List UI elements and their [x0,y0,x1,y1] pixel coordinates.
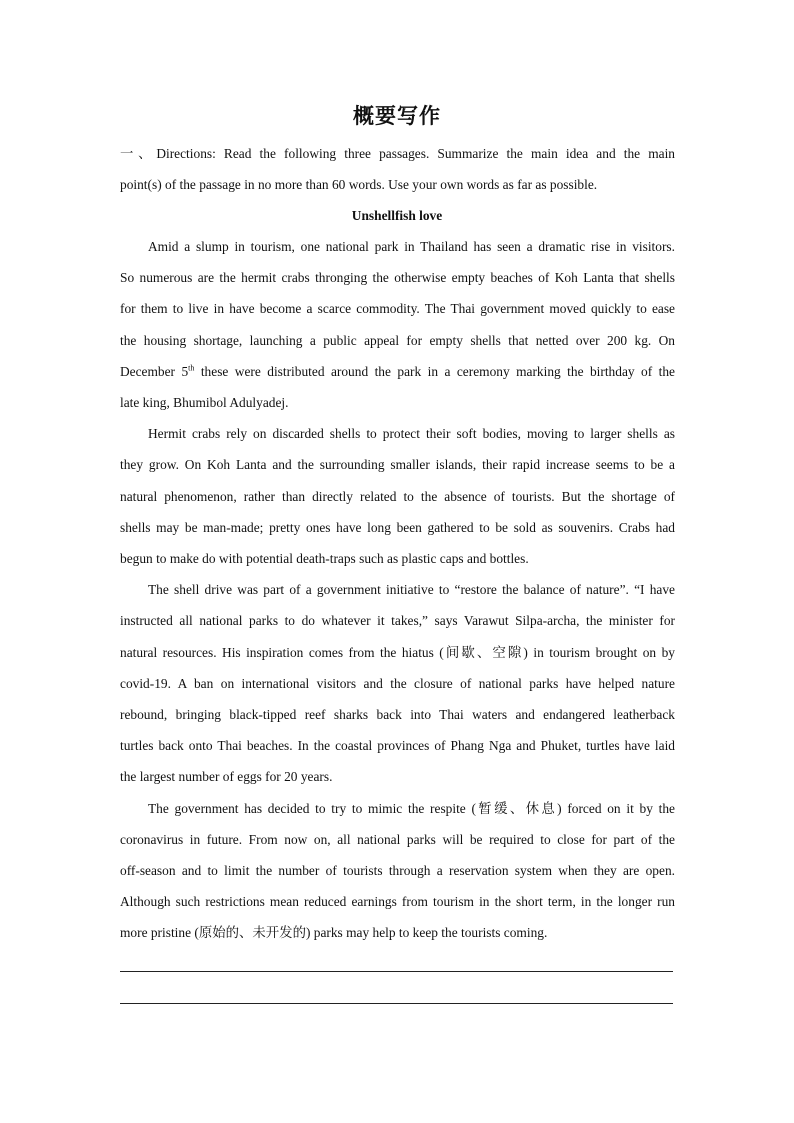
paragraph-line: natural phenomenon, rather than directly related to the absence of tourists. But the shortage of [120,488,675,504]
paragraph-line: off-season and to limit the number of tourists through a reservation system when they are open. [120,863,675,879]
answer-line [120,1003,673,1004]
paragraph [120,418,675,574]
paragraph-line: instructed all national parks to do whatever it takes,” says Varawut Silpa-archa, the minister for [120,613,675,629]
paragraph-line [120,356,675,387]
paragraph-line: turtles back onto Thai beaches. In the coastal provinces of Phang Nga and Phuket, turtles have laid [120,738,675,754]
paragraph-line: for them to live in have become a scarce commodity. The Thai government moved quickly to ease [120,301,675,317]
date-text: December 5 [120,363,189,379]
paragraph-line: Although such restrictions mean reduced earnings from tourism in the short term, in the longer run [120,894,675,910]
date-line-rest: these were distributed around the park in a ceremony marking the birthday of the [194,363,675,379]
directions-line: point(s) of the passage in no more than 60 words. Use your own words as far as possible. [120,177,598,193]
paragraph-line: Amid a slump in tourism, one national park in Thailand has seen a dramatic rise in visitors. [148,239,675,254]
paragraph-line: the housing shortage, launching a public appeal for empty shells that netted over 200 kg. On [120,332,675,348]
paragraph-line: Hermit crabs rely on discarded shells to protect their soft bodies, moving to larger shells as [148,426,675,442]
paragraph-line: late king, Bhumibol Adulyadej. [120,395,289,411]
paragraph-line: rebound, bringing black-tipped reef sharks back into Thai waters and endangered leatherback [120,707,675,723]
paragraph [120,574,675,792]
page-title: 概要写作 [353,104,441,128]
paragraph-line: natural resources. His inspiration comes from the hiatus (间歇、空隙) in tourism brought on by [120,644,675,660]
paragraph-line: covid-19. A ban on international visitors and the closure of national parks have helped nature [120,675,675,691]
paragraph-line: coronavirus in future. From now on, all national parks will be required to close for part of the [120,831,675,847]
paragraph-line: The government has decided to try to mimic the respite (暂缓、休息) forced on it by the [148,800,675,816]
paragraph [120,231,675,418]
directions-line: 一、Directions: Read the following three passages. Summarize the main idea and the main [120,146,675,161]
paragraph-line: begun to make do with potential death-traps such as plastic caps and bottles. [120,551,529,567]
paragraph [120,793,675,949]
paragraph-line: shells may be man-made; pretty ones have long been gathered to be sold as souvenirs. Crabs had [120,519,675,535]
paragraph-line: the largest number of eggs for 20 years. [120,769,333,785]
directions-text [120,138,675,200]
paragraph-line: they grow. On Koh Lanta and the surrounding smaller islands, their rapid increase seems to be a [120,457,675,473]
paragraph-line: more pristine (原始的、未开发的) parks may help to keep the tourists coming. [120,925,548,941]
article-title: Unshellfish love [351,208,443,223]
paragraph-line: The shell drive was part of a government initiative to “restore the balance of nature”. “I have [148,582,675,598]
passage [120,231,675,949]
answer-line [120,971,673,972]
ordinal-suffix: th [188,363,195,373]
paragraph-line: So numerous are the hermit crabs thronging the otherwise empty beaches of Koh Lanta that shells [120,270,675,286]
